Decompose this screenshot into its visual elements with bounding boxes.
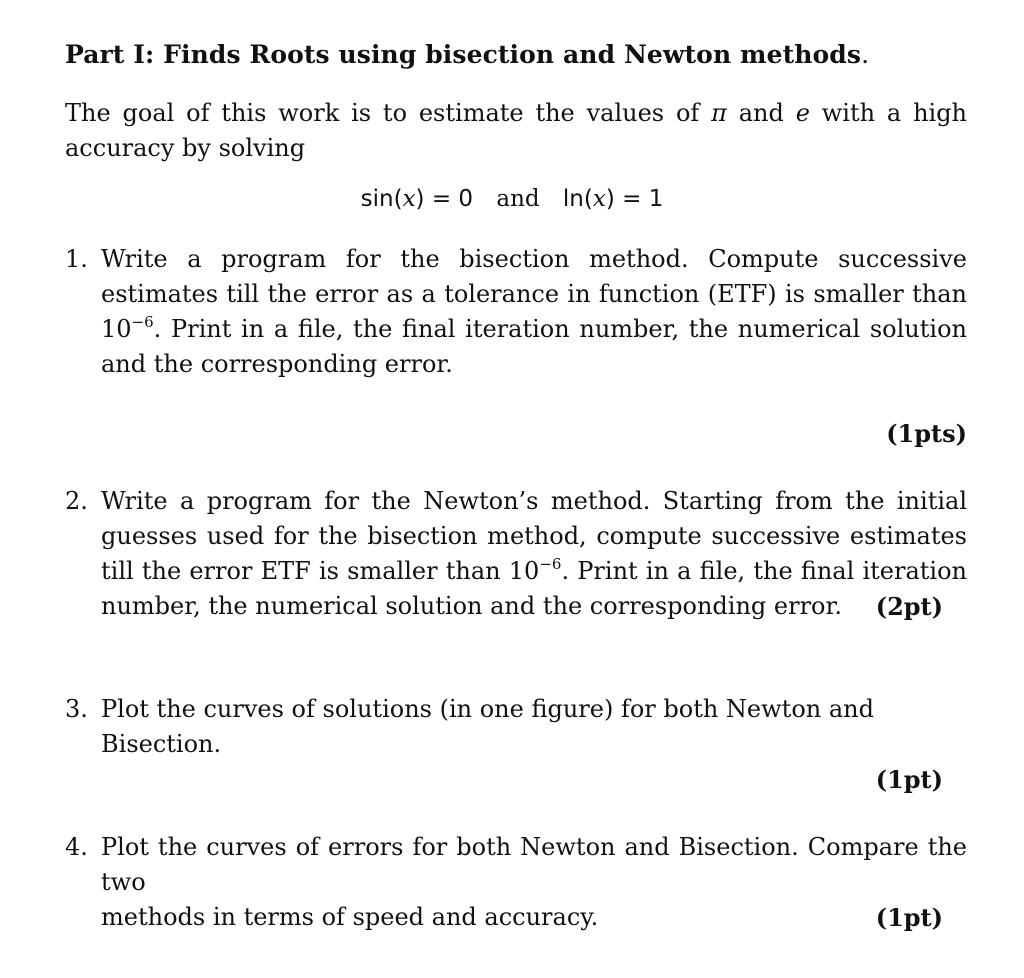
- task-3-points-row: [101, 762, 943, 798]
- task-4-last-line: [101, 900, 943, 935]
- ln-fn: ln(: [562, 186, 593, 212]
- task-item-3: [65, 692, 967, 798]
- task-2-last-line: [101, 589, 943, 624]
- heading-title: Part I: Finds Roots using bisection and Newton methods: [65, 40, 862, 69]
- heading-period: .: [861, 40, 870, 69]
- task-1-text-a: Write a program for the bisection method. Compute successive estimates till the error as a tolerance in function (ETF) is smaller than 10: [101, 245, 967, 343]
- intro-text-2: and: [726, 99, 796, 127]
- task-2-text-b: . Print in a file, the final iteration: [561, 557, 968, 585]
- task-1-exponent: −6: [131, 313, 154, 331]
- equation-conjunction: and: [496, 186, 540, 212]
- task-1-text-b: . Print in a file, the final iteration number, the numerical solution and the corresponding error.: [101, 315, 967, 378]
- task-text: [101, 242, 967, 382]
- task-4-points: (1pt): [875, 903, 943, 932]
- task-number: 2.: [65, 487, 88, 515]
- task-text: Plot the curves of solutions (in one figure) for both Newton and Bisection.: [101, 695, 874, 758]
- task-1-points: (1pts): [886, 419, 967, 448]
- task-item-2: [65, 484, 967, 624]
- task-number: 3.: [65, 695, 88, 723]
- task-3-points: (1pt): [875, 765, 943, 794]
- equation-line: [0, 186, 1024, 212]
- pi-symbol: π: [711, 99, 727, 127]
- sin-var: x: [402, 186, 416, 212]
- ln-rest: ) = 1: [605, 186, 664, 212]
- part-heading: [65, 40, 869, 69]
- task-2-text-c: number, the numerical solution and the corresponding error.: [101, 592, 842, 620]
- task-2-points: (2pt): [875, 592, 943, 621]
- intro-text-3: with a high accuracy by solving: [65, 99, 968, 162]
- task-item-4: [65, 830, 967, 935]
- equation-ln: [563, 186, 663, 212]
- task-2-exponent: −6: [539, 555, 562, 573]
- e-symbol: e: [795, 99, 810, 127]
- task-item-1: [65, 242, 967, 382]
- intro-text-1: The goal of this work is to estimate the values of: [65, 99, 712, 127]
- ln-var: x: [592, 186, 606, 212]
- task-number: 1.: [65, 245, 88, 273]
- task-number: 4.: [65, 833, 88, 861]
- equation-sin: [361, 186, 473, 212]
- sin-rest: ) = 0: [415, 186, 474, 212]
- task-4-text-b: methods in terms of speed and accuracy.: [101, 903, 599, 931]
- task-text: Plot the curves of errors for both Newton and Bisection. Compare the two: [101, 833, 967, 896]
- intro-paragraph: [65, 96, 967, 166]
- task-2-text-a: Write a program for the Newton’s method. Starting from the initial guesses used for the bisection method, compute successive estimates till the error ETF is smaller than 10: [101, 487, 967, 585]
- task-text: [101, 484, 967, 589]
- sin-fn: sin(: [360, 186, 403, 212]
